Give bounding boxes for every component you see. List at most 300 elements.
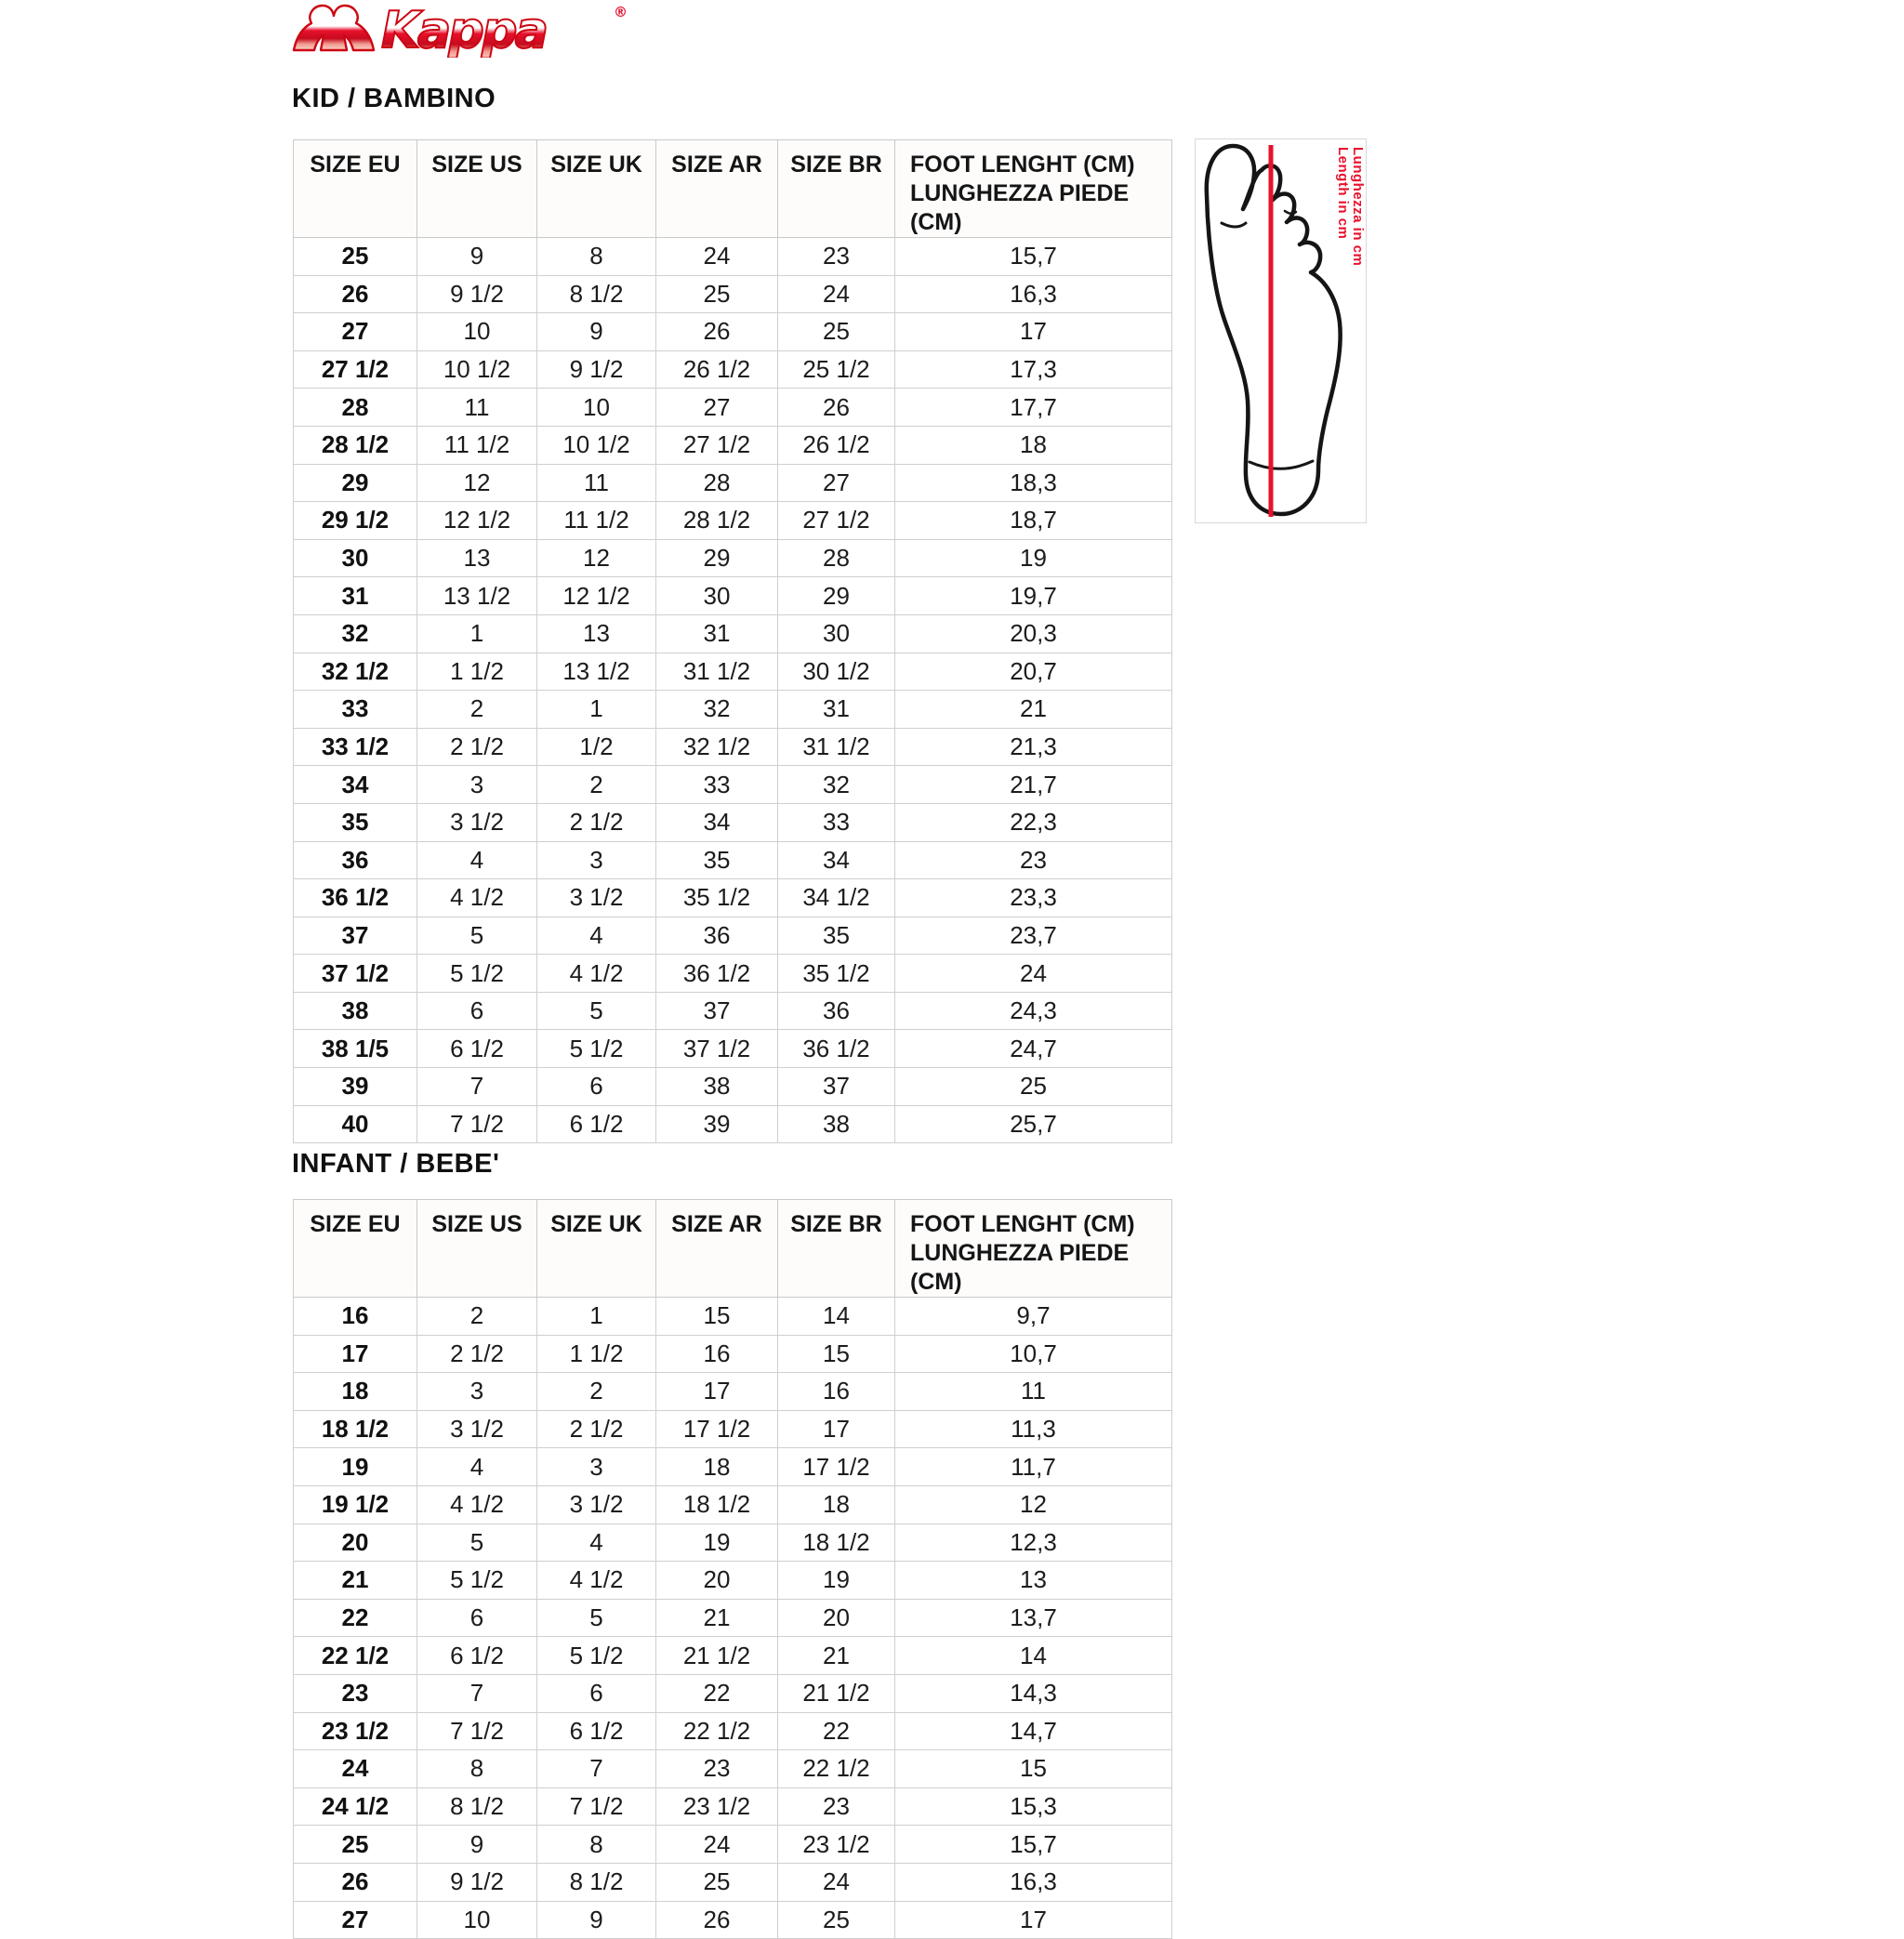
table-cell: 22: [778, 1712, 895, 1750]
table-cell: 9 1/2: [417, 1863, 537, 1901]
table-cell: 19,7: [895, 577, 1172, 615]
table-cell: 32: [656, 691, 778, 729]
table-cell: 29: [656, 539, 778, 577]
table-cell: 23: [656, 1750, 778, 1788]
infant-size-table: [293, 1199, 1172, 1939]
table-cell: 22 1/2: [294, 1637, 417, 1675]
table-cell: 26: [778, 389, 895, 427]
table-row: [294, 1863, 1172, 1901]
table-cell: 9,7: [895, 1298, 1172, 1336]
table-cell: 6: [417, 992, 537, 1030]
table-cell: 13 1/2: [417, 577, 537, 615]
kid-size-table: [293, 139, 1172, 1143]
registered-mark: ®: [614, 4, 628, 20]
table-cell: 24: [294, 1750, 417, 1788]
column-header: SIZE EU: [294, 1200, 417, 1298]
table-cell: 31: [778, 691, 895, 729]
table-cell: 27: [656, 389, 778, 427]
table-cell: 33: [294, 691, 417, 729]
table-cell: 15: [656, 1298, 778, 1336]
table-cell: 14: [895, 1637, 1172, 1675]
table-cell: 18 1/2: [294, 1410, 417, 1448]
table-cell: 24,3: [895, 992, 1172, 1030]
table-cell: 38: [656, 1068, 778, 1106]
table-cell: 30: [778, 614, 895, 653]
table-cell: 6 1/2: [417, 1030, 537, 1068]
table-cell: 24: [778, 275, 895, 313]
table-cell: 2: [417, 1298, 537, 1336]
table-cell: 37 1/2: [656, 1030, 778, 1068]
table-cell: 23 1/2: [656, 1787, 778, 1826]
column-header: SIZE UK: [537, 1200, 656, 1298]
table-row: [294, 1068, 1172, 1106]
table-cell: 12: [895, 1485, 1172, 1524]
table-row: [294, 1712, 1172, 1750]
table-cell: 11 1/2: [537, 502, 656, 540]
table-cell: 7 1/2: [417, 1105, 537, 1143]
table-cell: 23,3: [895, 879, 1172, 917]
table-cell: 1 1/2: [537, 1335, 656, 1373]
table-cell: 27: [778, 464, 895, 502]
table-cell: 2: [537, 766, 656, 804]
table-cell: 9 1/2: [417, 275, 537, 313]
table-cell: 25 1/2: [778, 350, 895, 389]
table-cell: 3: [417, 1373, 537, 1411]
kappa-omini-icon: [294, 6, 374, 50]
table-cell: 8: [417, 1750, 537, 1788]
table-cell: 28: [778, 539, 895, 577]
table-row: [294, 879, 1172, 917]
table-cell: 23 1/2: [778, 1826, 895, 1864]
table-cell: 12,3: [895, 1524, 1172, 1562]
table-cell: 38 1/5: [294, 1030, 417, 1068]
table-cell: 2 1/2: [537, 803, 656, 841]
table-cell: 6: [417, 1599, 537, 1637]
table-cell: 12: [417, 464, 537, 502]
table-cell: 7: [417, 1674, 537, 1712]
table-cell: 29: [294, 464, 417, 502]
table-row: [294, 1448, 1172, 1486]
table-cell: 6 1/2: [537, 1105, 656, 1143]
table-cell: 13,7: [895, 1599, 1172, 1637]
table-row: [294, 614, 1172, 653]
table-cell: 31 1/2: [778, 728, 895, 766]
table-cell: 33: [778, 803, 895, 841]
table-cell: 35 1/2: [778, 955, 895, 993]
table-cell: 26 1/2: [656, 350, 778, 389]
table-cell: 39: [294, 1068, 417, 1106]
table-cell: 18,3: [895, 464, 1172, 502]
foot-length-label-en: Length in cm: [1335, 147, 1351, 240]
table-cell: 21 1/2: [656, 1637, 778, 1675]
table-cell: 20: [778, 1599, 895, 1637]
table-cell: 32 1/2: [656, 728, 778, 766]
table-cell: 2: [537, 1373, 656, 1411]
table-row: [294, 1637, 1172, 1675]
table-cell: 25: [778, 1901, 895, 1939]
table-row: [294, 426, 1172, 464]
table-cell: 9: [537, 1901, 656, 1939]
table-cell: 11,7: [895, 1448, 1172, 1486]
table-row: [294, 464, 1172, 502]
table-cell: 21 1/2: [778, 1674, 895, 1712]
table-cell: 21,7: [895, 766, 1172, 804]
table-row: [294, 1826, 1172, 1864]
table-cell: 1: [537, 1298, 656, 1336]
table-cell: 27 1/2: [294, 350, 417, 389]
table-cell: 3: [537, 841, 656, 879]
table-cell: 5: [417, 1524, 537, 1562]
table-row: [294, 1373, 1172, 1411]
table-cell: 22: [656, 1674, 778, 1712]
table-cell: 13: [537, 614, 656, 653]
table-cell: 1: [537, 691, 656, 729]
kappa-logo-graphic: [286, 2, 632, 58]
table-row: [294, 350, 1172, 389]
table-cell: 7: [417, 1068, 537, 1106]
table-cell: 37: [778, 1068, 895, 1106]
table-cell: 8: [537, 1826, 656, 1864]
kid-size-table-header: [294, 140, 1172, 238]
table-cell: 8 1/2: [417, 1787, 537, 1826]
table-cell: 16: [294, 1298, 417, 1336]
table-cell: 36: [294, 841, 417, 879]
table-cell: 17,3: [895, 350, 1172, 389]
table-row: [294, 1030, 1172, 1068]
table-cell: 5: [537, 1599, 656, 1637]
table-cell: 37 1/2: [294, 955, 417, 993]
table-cell: 6: [537, 1068, 656, 1106]
column-header: SIZE US: [417, 140, 537, 238]
table-cell: 15: [895, 1750, 1172, 1788]
table-cell: 19: [895, 539, 1172, 577]
table-cell: 34: [656, 803, 778, 841]
table-cell: 33 1/2: [294, 728, 417, 766]
table-cell: 4 1/2: [537, 1562, 656, 1600]
table-cell: 1 1/2: [417, 653, 537, 691]
table-row: [294, 577, 1172, 615]
table-cell: 4 1/2: [537, 955, 656, 993]
table-cell: 23: [294, 1674, 417, 1712]
table-cell: 8 1/2: [537, 275, 656, 313]
table-row: [294, 313, 1172, 351]
table-cell: 24: [778, 1863, 895, 1901]
table-row: [294, 1524, 1172, 1562]
table-row: [294, 841, 1172, 879]
column-header: SIZE BR: [778, 140, 895, 238]
table-cell: 13 1/2: [537, 653, 656, 691]
table-cell: 23: [895, 841, 1172, 879]
column-header: SIZE AR: [656, 140, 778, 238]
infant-size-table-body: [294, 1298, 1172, 1939]
table-cell: 9: [417, 238, 537, 276]
table-cell: 18: [294, 1373, 417, 1411]
table-cell: 4: [537, 1524, 656, 1562]
table-cell: 18 1/2: [656, 1485, 778, 1524]
table-cell: 26 1/2: [778, 426, 895, 464]
table-cell: 36: [656, 917, 778, 955]
table-cell: 4: [537, 917, 656, 955]
table-cell: 34 1/2: [778, 879, 895, 917]
table-cell: 16: [778, 1373, 895, 1411]
table-cell: 10: [417, 1901, 537, 1939]
table-cell: 1: [417, 614, 537, 653]
table-row: [294, 539, 1172, 577]
table-cell: 26: [294, 275, 417, 313]
table-cell: 12 1/2: [417, 502, 537, 540]
table-cell: 22 1/2: [656, 1712, 778, 1750]
table-cell: 38: [778, 1105, 895, 1143]
table-cell: 14,7: [895, 1712, 1172, 1750]
kappa-wordmark: Kappa: [381, 2, 547, 58]
table-cell: 25: [656, 1863, 778, 1901]
table-cell: 21: [895, 691, 1172, 729]
table-cell: 22: [294, 1599, 417, 1637]
table-cell: 25: [895, 1068, 1172, 1106]
table-cell: 27 1/2: [656, 426, 778, 464]
table-cell: 28: [294, 389, 417, 427]
table-cell: 2 1/2: [417, 1335, 537, 1373]
table-cell: 18: [895, 426, 1172, 464]
column-header: FOOT LENGHT (CM) LUNGHEZZA PIEDE (CM): [895, 140, 1172, 238]
table-cell: 9 1/2: [537, 350, 656, 389]
table-row: [294, 728, 1172, 766]
table-cell: 19: [778, 1562, 895, 1600]
table-cell: 7: [537, 1750, 656, 1788]
table-cell: 18: [778, 1485, 895, 1524]
table-cell: 25: [294, 1826, 417, 1864]
table-cell: 16: [656, 1335, 778, 1373]
table-cell: 19: [656, 1524, 778, 1562]
table-cell: 20,7: [895, 653, 1172, 691]
table-row: [294, 1787, 1172, 1826]
kappa-logo: [286, 2, 632, 58]
table-cell: 8 1/2: [537, 1863, 656, 1901]
table-cell: 5 1/2: [417, 955, 537, 993]
table-cell: 9: [417, 1826, 537, 1864]
table-cell: 25: [294, 238, 417, 276]
table-cell: 31: [294, 577, 417, 615]
table-cell: 3: [537, 1448, 656, 1486]
table-cell: 31: [656, 614, 778, 653]
kid-size-table-body: [294, 238, 1172, 1143]
table-cell: 22,3: [895, 803, 1172, 841]
table-cell: 1/2: [537, 728, 656, 766]
table-cell: 20: [294, 1524, 417, 1562]
table-cell: 18,7: [895, 502, 1172, 540]
table-row: [294, 955, 1172, 993]
table-cell: 28 1/2: [656, 502, 778, 540]
table-cell: 32: [778, 766, 895, 804]
table-cell: 21: [656, 1599, 778, 1637]
section-title-kid: KID / BAMBINO: [292, 84, 496, 113]
table-cell: 35 1/2: [656, 879, 778, 917]
table-row: [294, 691, 1172, 729]
table-row: [294, 389, 1172, 427]
table-cell: 10: [537, 389, 656, 427]
column-header: SIZE BR: [778, 1200, 895, 1298]
table-cell: 35: [778, 917, 895, 955]
table-cell: 34: [294, 766, 417, 804]
table-cell: 6 1/2: [537, 1712, 656, 1750]
table-cell: 36 1/2: [778, 1030, 895, 1068]
table-cell: 30: [656, 577, 778, 615]
table-cell: 28 1/2: [294, 426, 417, 464]
table-cell: 15,7: [895, 238, 1172, 276]
table-cell: 11,3: [895, 1410, 1172, 1448]
table-cell: 36 1/2: [656, 955, 778, 993]
table-cell: 2 1/2: [417, 728, 537, 766]
table-cell: 17 1/2: [656, 1410, 778, 1448]
table-cell: 23,7: [895, 917, 1172, 955]
table-cell: 25: [778, 313, 895, 351]
table-cell: 7 1/2: [417, 1712, 537, 1750]
table-cell: 10 1/2: [537, 426, 656, 464]
table-cell: 24: [656, 1826, 778, 1864]
table-cell: 15,3: [895, 1787, 1172, 1826]
table-row: [294, 1105, 1172, 1143]
table-cell: 17: [656, 1373, 778, 1411]
section-title-infant: INFANT / BEBE': [292, 1149, 500, 1179]
table-cell: 13: [417, 539, 537, 577]
table-cell: 21: [294, 1562, 417, 1600]
table-cell: 8: [537, 238, 656, 276]
table-cell: 14: [778, 1298, 895, 1336]
table-cell: 38: [294, 992, 417, 1030]
table-cell: 21: [778, 1637, 895, 1675]
table-cell: 30 1/2: [778, 653, 895, 691]
table-cell: 19: [294, 1448, 417, 1486]
table-cell: 26: [656, 313, 778, 351]
table-cell: 11: [417, 389, 537, 427]
table-cell: 39: [656, 1105, 778, 1143]
table-cell: 3 1/2: [417, 1410, 537, 1448]
table-row: [294, 1335, 1172, 1373]
table-cell: 10,7: [895, 1335, 1172, 1373]
table-cell: 17: [778, 1410, 895, 1448]
table-cell: 11: [895, 1373, 1172, 1411]
table-cell: 22 1/2: [778, 1750, 895, 1788]
table-cell: 17,7: [895, 389, 1172, 427]
table-cell: 34: [778, 841, 895, 879]
table-cell: 18: [656, 1448, 778, 1486]
table-cell: 23: [778, 1787, 895, 1826]
table-cell: 25,7: [895, 1105, 1172, 1143]
table-row: [294, 653, 1172, 691]
table-row: [294, 275, 1172, 313]
table-cell: 30: [294, 539, 417, 577]
foot-length-label-it: Lunghezza in cm: [1350, 147, 1366, 267]
table-cell: 16,3: [895, 1863, 1172, 1901]
table-cell: 5: [417, 917, 537, 955]
table-cell: 16,3: [895, 275, 1172, 313]
table-cell: 4 1/2: [417, 1485, 537, 1524]
table-cell: 10: [417, 313, 537, 351]
table-cell: 26: [656, 1901, 778, 1939]
header-row: [294, 1200, 1172, 1298]
column-header: SIZE AR: [656, 1200, 778, 1298]
table-cell: 31 1/2: [656, 653, 778, 691]
table-row: [294, 238, 1172, 276]
table-row: [294, 992, 1172, 1030]
table-cell: 6 1/2: [417, 1637, 537, 1675]
table-row: [294, 502, 1172, 540]
table-cell: 32: [294, 614, 417, 653]
table-cell: 26: [294, 1863, 417, 1901]
table-cell: 27: [294, 313, 417, 351]
table-row: [294, 1410, 1172, 1448]
table-cell: 12 1/2: [537, 577, 656, 615]
column-header: SIZE US: [417, 1200, 537, 1298]
table-cell: 19 1/2: [294, 1485, 417, 1524]
table-cell: 4: [417, 1448, 537, 1486]
table-row: [294, 1901, 1172, 1939]
table-cell: 3 1/2: [537, 1485, 656, 1524]
table-cell: 29 1/2: [294, 502, 417, 540]
column-header: SIZE UK: [537, 140, 656, 238]
table-cell: 37: [656, 992, 778, 1030]
table-cell: 32 1/2: [294, 653, 417, 691]
table-cell: 17 1/2: [778, 1448, 895, 1486]
table-cell: 6: [537, 1674, 656, 1712]
column-header: FOOT LENGHT (CM) LUNGHEZZA PIEDE (CM): [895, 1200, 1172, 1298]
table-cell: 24: [656, 238, 778, 276]
table-row: [294, 803, 1172, 841]
table-cell: 25: [656, 275, 778, 313]
table-cell: 13: [895, 1562, 1172, 1600]
table-cell: 21,3: [895, 728, 1172, 766]
table-cell: 20,3: [895, 614, 1172, 653]
table-cell: 3 1/2: [417, 803, 537, 841]
table-cell: 7 1/2: [537, 1787, 656, 1826]
table-cell: 17: [294, 1335, 417, 1373]
table-cell: 37: [294, 917, 417, 955]
table-cell: 10 1/2: [417, 350, 537, 389]
table-row: [294, 1485, 1172, 1524]
table-cell: 24,7: [895, 1030, 1172, 1068]
column-header: SIZE EU: [294, 140, 417, 238]
table-cell: 35: [294, 803, 417, 841]
table-cell: 20: [656, 1562, 778, 1600]
table-cell: 5 1/2: [537, 1030, 656, 1068]
table-cell: 33: [656, 766, 778, 804]
table-cell: 29: [778, 577, 895, 615]
table-row: [294, 1674, 1172, 1712]
table-cell: 5 1/2: [417, 1562, 537, 1600]
table-cell: 24 1/2: [294, 1787, 417, 1826]
table-cell: 3: [417, 766, 537, 804]
table-cell: 28: [656, 464, 778, 502]
table-cell: 18 1/2: [778, 1524, 895, 1562]
table-cell: 2 1/2: [537, 1410, 656, 1448]
table-cell: 23 1/2: [294, 1712, 417, 1750]
table-cell: 35: [656, 841, 778, 879]
table-cell: 24: [895, 955, 1172, 993]
table-cell: 17: [895, 1901, 1172, 1939]
table-row: [294, 1599, 1172, 1637]
table-cell: 27: [294, 1901, 417, 1939]
table-cell: 15: [778, 1335, 895, 1373]
table-cell: 11: [537, 464, 656, 502]
table-cell: 27 1/2: [778, 502, 895, 540]
table-row: [294, 1298, 1172, 1336]
table-cell: 15,7: [895, 1826, 1172, 1864]
table-cell: 23: [778, 238, 895, 276]
table-cell: 36: [778, 992, 895, 1030]
table-cell: 4 1/2: [417, 879, 537, 917]
table-cell: 9: [537, 313, 656, 351]
table-cell: 2: [417, 691, 537, 729]
